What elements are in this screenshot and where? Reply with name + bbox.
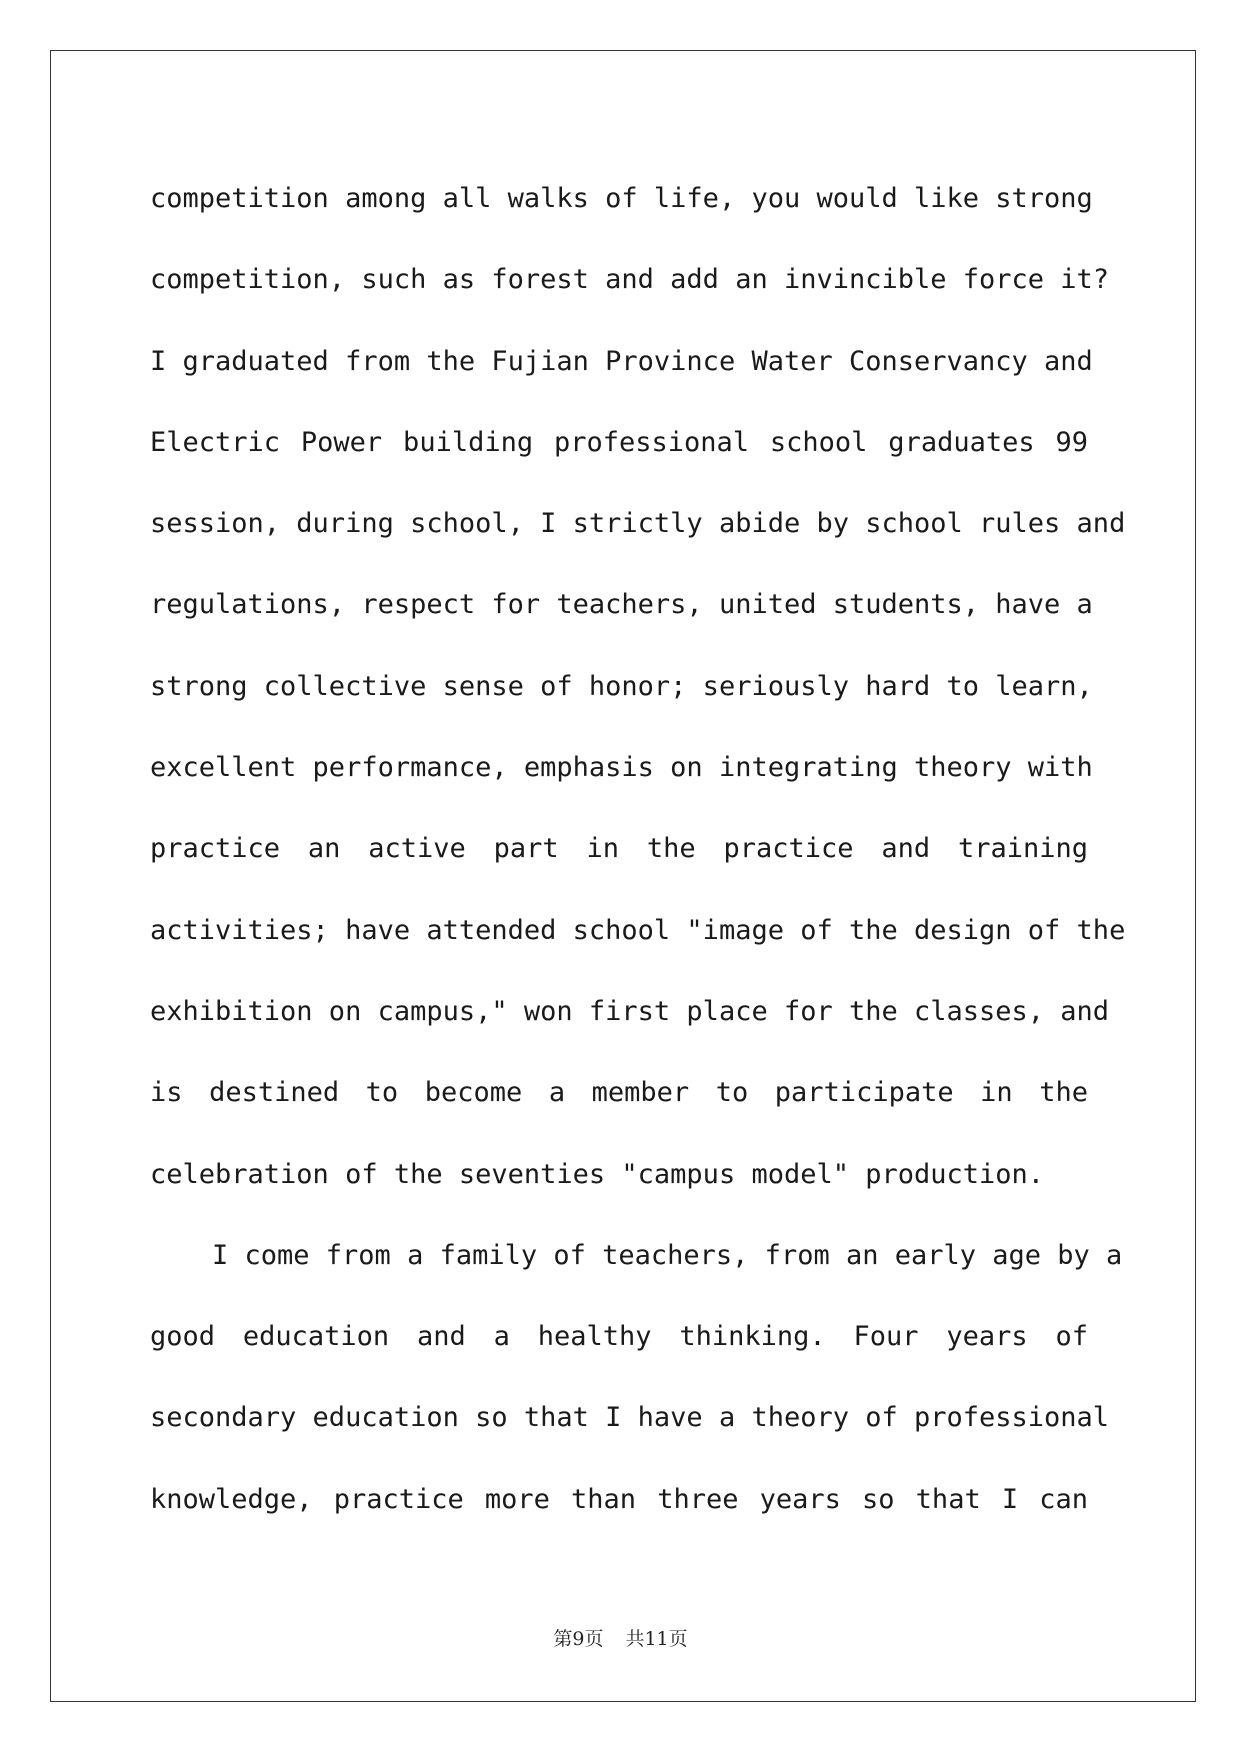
text-line: session, during school, I strictly abide by school rules and [150,508,1126,540]
page-total: 共11页 [625,1628,688,1650]
text-line: I graduated from the Fujian Province Water Conservancy and [150,345,1093,377]
paragraph [150,158,1126,1215]
text-line: secondary education so that I have a theory of professional [150,1402,1110,1434]
paragraph [150,1215,1123,1540]
text-line: Electric Power building professional school graduates 99 [150,426,1088,458]
page-footer [0,1624,1241,1651]
text-line: activities; have attended school "image of the design of the [150,914,1126,946]
text-line: competition, such as forest and add an invincible force it? [150,264,1110,296]
text-line: I come from a family of teachers, from an early age by a [212,1239,1123,1271]
text-line: is destined to become a member to participate in the [150,1077,1088,1109]
text-line: knowledge, practice more than three years so that I can [150,1483,1088,1515]
text-line: good education and a healthy thinking. Four years of [150,1321,1088,1353]
text-line: excellent performance, emphasis on integrating theory with [150,752,1093,784]
text-line: competition among all walks of life, you would like strong [150,183,1093,214]
text-line: practice an active part in the practice and training [150,833,1088,865]
page-number: 第9页 [553,1628,604,1650]
text-line: regulations, respect for teachers, united students, have a [150,589,1093,621]
text-line: strong collective sense of honor; seriously hard to learn, [150,670,1093,702]
text-line: exhibition on campus," won first place for the classes, and [150,995,1110,1027]
document-body [150,158,1126,1540]
text-line: celebration of the seventies "campus model" production. [150,1158,1045,1190]
